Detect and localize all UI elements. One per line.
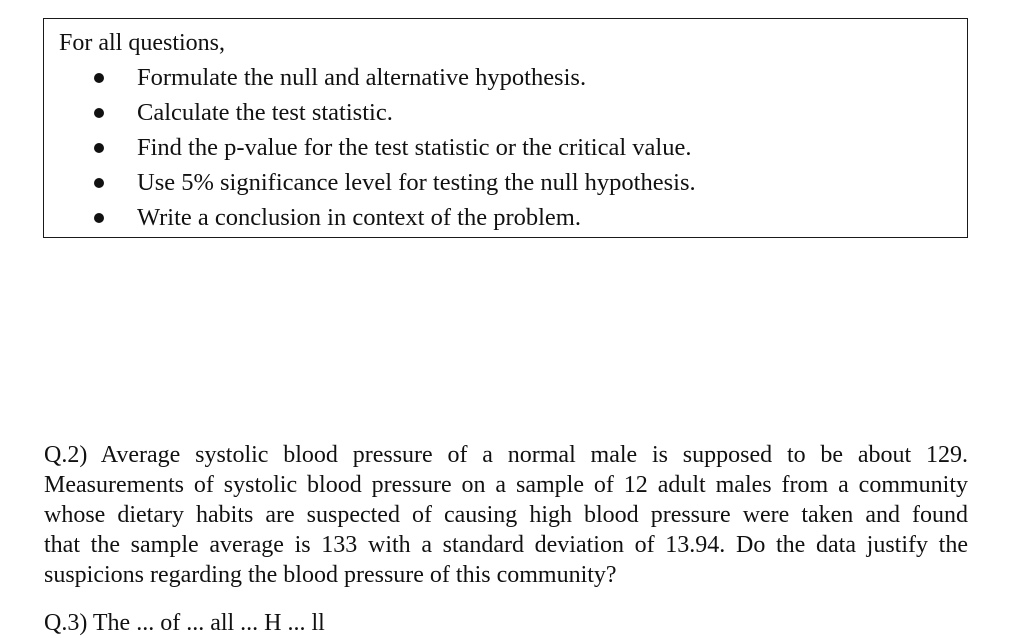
question-line: Q.2) Average systolic blood pressure of a normal male is supposed to be about 129. — [44, 442, 968, 468]
question-line: that the sample average is 133 with a standard deviation of 13.94. Do the data justify the — [44, 532, 968, 558]
list-item-text: Calculate the test statistic. — [137, 98, 393, 126]
list-item — [94, 201, 696, 236]
question-2-paragraph — [44, 440, 968, 590]
list-item — [94, 130, 696, 165]
instructions-list — [94, 60, 696, 236]
list-item-text: Find the p-value for the test statistic or the critical value. — [137, 133, 692, 161]
list-item-text: Write a conclusion in context of the problem. — [137, 204, 581, 232]
question-3-partial: Q.3) The ... of ... all ... H ... ll — [44, 610, 325, 636]
question-line: suspicions regarding the blood pressure of this community? — [44, 562, 617, 588]
list-item-text: Formulate the null and alternative hypothesis. — [137, 63, 587, 91]
bullet-icon — [94, 213, 104, 223]
bullet-icon — [94, 178, 104, 188]
instructions-box — [43, 18, 968, 238]
list-item — [94, 60, 696, 95]
question-line: whose dietary habits are suspected of causing high blood pressure were taken and found — [44, 502, 968, 528]
bullet-icon — [94, 108, 104, 118]
bullet-icon — [94, 73, 104, 83]
list-item-text: Use 5% significance level for testing the null hypothesis. — [137, 169, 696, 197]
instructions-intro: For all questions, — [59, 30, 225, 56]
question-line: Measurements of systolic blood pressure on a sample of 12 adult males from a community — [44, 472, 968, 498]
list-item — [94, 166, 696, 201]
list-item — [94, 95, 696, 130]
bullet-icon — [94, 143, 104, 153]
